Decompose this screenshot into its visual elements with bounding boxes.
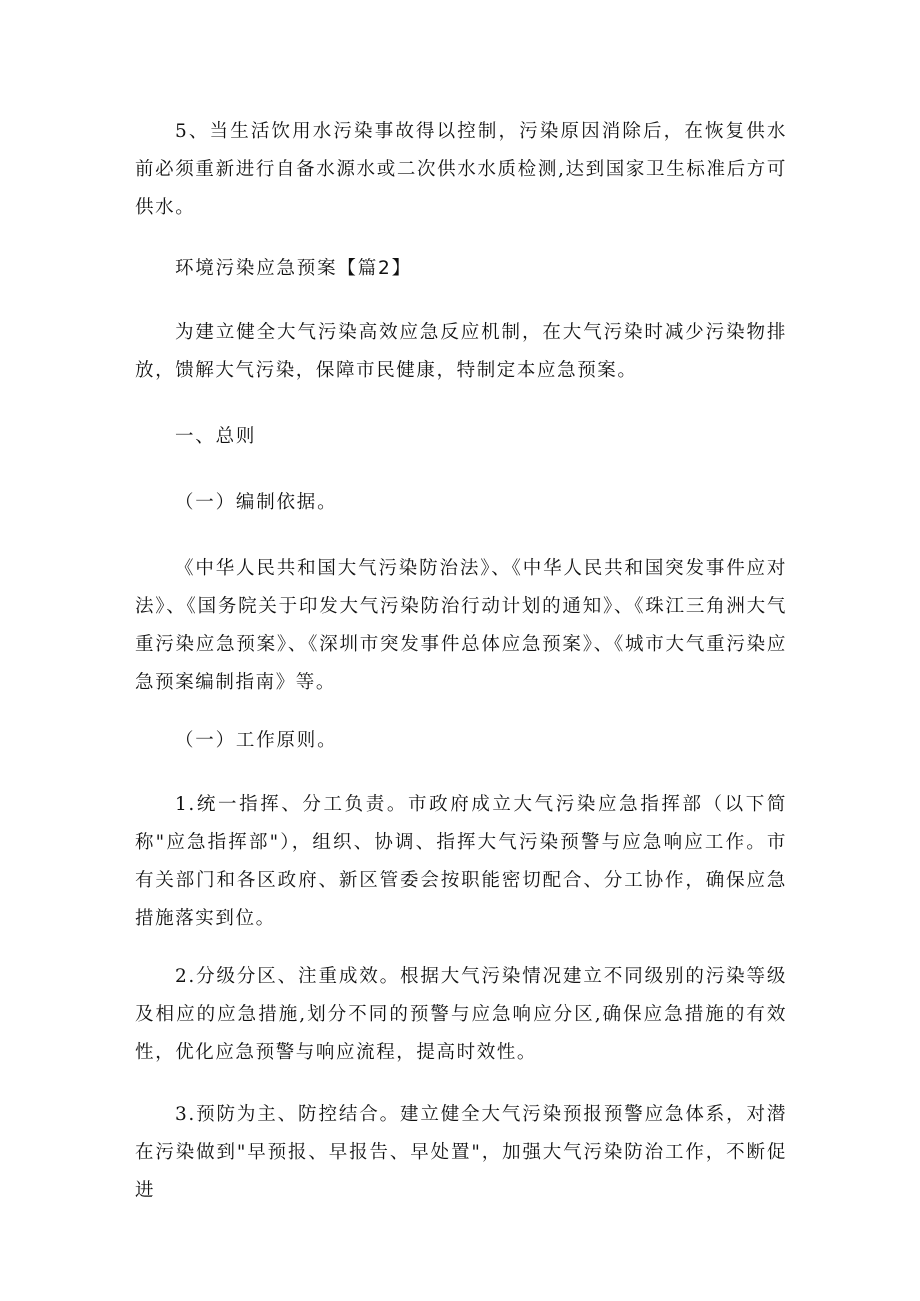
paragraph-principle-1: 1.统一指挥、分工负责。市政府成立大气污染应急指挥部（以下简称"应急指挥部"），组织、协调、指挥大气污染预警与应急响应工作。市有关部门和各区政府、新区管委会按职能密切配合、分工协作，确保应急措施落实到位。	[135, 794, 787, 929]
heading-compilation-basis: （一）编制依据。	[175, 492, 338, 513]
paragraph-item-5: 5、当生活饮用水污染事故得以控制，污染原因消除后，在恢复供水前必须重新进行自备水源水或二次供水水质检测,达到国家卫生标准后方可供水。	[135, 121, 787, 218]
heading-general-principles: 一、总则	[175, 426, 257, 447]
paragraph-principle-2: 2.分级分区、注重成效。根据大气污染情况建立不同级别的污染等级及相应的应急措施,划分不同的预警与应急响应分区,确保应急措施的有效性，优化应急预警与响应流程，提高时效性。	[135, 966, 787, 1063]
heading-work-principles: （一）工作原则。	[175, 730, 338, 751]
paragraph-intro: 为建立健全大气污染高效应急反应机制，在大气污染时减少污染物排放，馈解大气污染，保障市民健康，特制定本应急预案。	[135, 322, 787, 381]
section-title: 环境污染应急预案【篇2】	[175, 258, 412, 279]
paragraph-legal-basis: 《中华人民共和国大气污染防治法》、《中华人民共和国突发事件应对法》、《国务院关于印发大气污染防治行动计划的通知》、《珠江三角洲大气重污染应急预案》、《深圳市突发事件总体应急预案》、《城市大气重污染应急预案编制指南》等。	[135, 558, 787, 693]
paragraph-principle-3: 3.预防为主、防控结合。建立健全大气污染预报预警应急体系，对潜在污染做到"早预报、早报告、早处置"，加强大气污染防治工作，不断促进	[135, 1104, 787, 1201]
